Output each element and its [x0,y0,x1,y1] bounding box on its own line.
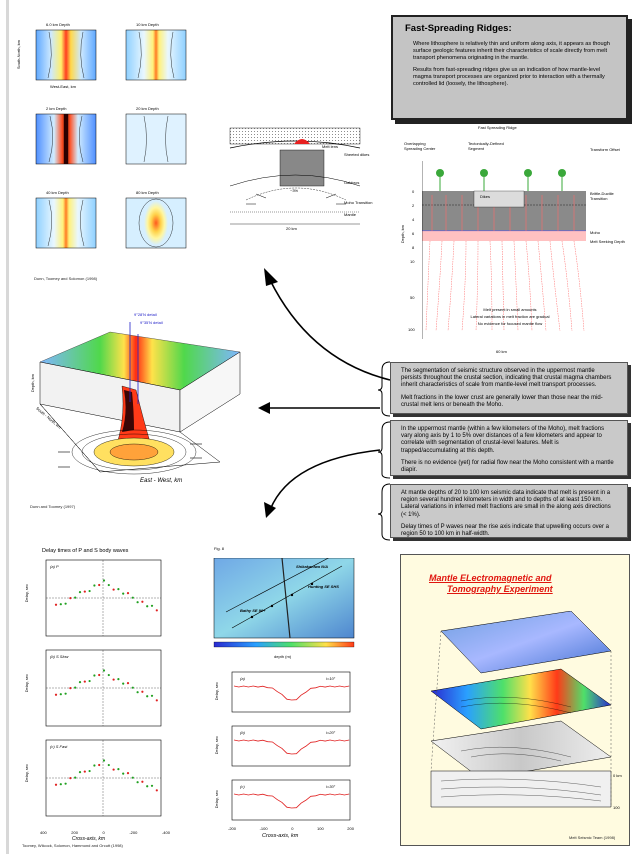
delay-point [146,605,148,607]
ridge-tick-4: 4 [412,217,415,222]
delay-point [122,683,124,685]
map-10km [126,30,186,80]
delay-point [113,678,115,680]
title-heading: Fast-Spreading Ridges: [405,23,512,34]
ridge-tick-0: 0 [412,189,415,194]
delay-point [98,584,100,586]
ridge-tick-6: 6 [412,231,415,236]
delay-point [103,759,105,761]
delay-point [113,588,115,590]
delay-svg [36,558,166,826]
cs-label-melt-lens: Melt lens [322,144,339,149]
map-label-6km: 6.0 km Depth [46,22,70,27]
residual-plots [212,668,357,848]
delay-point [65,693,67,695]
delay-xtick-3: 0 [102,830,105,835]
delay-point [137,601,139,603]
residual-xlabel: Cross-axis, km [262,833,299,839]
delay-point [132,777,134,779]
delay-point [122,593,124,595]
arrow-to-cross-section [270,280,390,380]
block-svg [30,312,245,512]
delay-point [89,590,91,592]
map-label-20km: 20 km Depth [136,106,159,111]
delay-point [55,604,57,606]
delay-xlabel: Cross-axis, km [72,836,106,842]
delay-xtick-4: -200 [129,830,138,835]
residual-ylabel-c: Delay, sec [214,790,219,809]
block-caption: Dunn and Toomey (1997) [30,504,76,509]
map-label-80km: 80 km Depth [136,190,159,195]
delay-point [79,681,81,683]
ridge-right2: Melt Seeking Depth [590,239,625,244]
delay-point [122,773,124,775]
residual-panel-b: (b) [240,730,245,735]
ridge-diagram [400,125,632,380]
delay-point [84,770,86,772]
map-label-2km: 2 km Depth [46,106,67,111]
delay-point [79,771,81,773]
delay-point [156,789,158,791]
melt-depth-0: 0 km [613,773,622,778]
textbox-uppermost-mantle [390,420,628,476]
delay-ylabel-a: Delay, sec [24,584,29,603]
melt-title-line-2: Tomography Experiment [447,584,553,594]
delay-point [89,680,91,682]
delay-caption: Toomey, Wilcock, Solomon, Hammond and Orcutt (1998) [22,843,123,848]
delay-point [108,674,110,676]
residual-svg [222,668,354,826]
cross-section-svg [226,124,394,234]
residual-xtick-4: 100 [317,826,324,831]
delay-point [103,669,105,671]
residual-xtick-2: -100 [259,826,268,831]
ridge-diapir-label: Dikes [480,194,491,199]
survey-label-3: Bathy SE 90+ [240,608,266,613]
map-80km-blob [144,201,168,245]
residual-ylabel-a: Delay, sec [214,682,219,701]
delay-point [74,597,76,599]
delay-point [69,597,71,599]
delay-point [60,783,62,785]
delay-xticks [40,830,170,835]
delay-point [156,699,158,701]
ridge-right1: Brittle-Ductile Transition [590,191,614,201]
melt-title [429,573,619,595]
ridge-note-1: Melt present in small amounts [483,307,537,312]
textbox-segmentation [390,362,628,414]
cs-label-dikes: Sheeted dikes [344,152,370,157]
ridge-note-2: Lateral variations in melt fraction are gradual [470,314,550,319]
block-label-2: 9°35'N detail [140,320,163,325]
survey-label-1: Shikakaniwa N/A [296,564,329,569]
ridge-col1: Overlapping Spreading Center [404,141,436,151]
delay-point [55,694,57,696]
delay-point [60,693,62,695]
delay-point [84,680,86,682]
delay-point [141,781,143,783]
survey-xlabel: depth (m) [274,654,292,659]
residual-note-a: i=10° [326,676,336,681]
block-x-axis: East - West, km [140,478,183,484]
residual-note-b: i=20° [326,730,336,735]
melt-caption: Melt Seismic Team (1998) [569,835,616,840]
delay-point [74,687,76,689]
delay-point [127,772,129,774]
delay-point [98,764,100,766]
residual-xtick-3: 0 [291,826,294,831]
delay-ylabel-b: Delay, sec [24,674,29,693]
cs-scale: 20 km [286,226,297,231]
ridge-ylabel: Depth, km [400,225,405,244]
ridge-tick-10: 10 [410,259,415,264]
map-x-axis-label: West-East, km [50,84,76,89]
delay-panel-b: (b) S Slow [50,654,69,659]
delay-point [108,584,110,586]
melt-experiment-panel [400,554,630,846]
cs-percent: ~3% [290,188,299,193]
textbox2-para2: There is no evidence (yet) for radial flow near the Moho consistent with a mantle diapir. [401,459,614,474]
residual-xtick-5: 200 [347,826,354,831]
delay-point [65,783,67,785]
delay-point [137,781,139,783]
delay-plots [22,548,172,848]
residual-note-c: i=30° [326,784,336,789]
left-margin-bar [6,0,9,854]
ridge-svg [422,161,586,339]
map-40km [36,198,96,248]
delay-point [84,590,86,592]
delay-ylabel-c: Delay, sec [24,764,29,783]
ridge-tick-8: 8 [412,245,415,250]
survey-svg [212,558,357,658]
survey-fig-label: Fig. 8 [214,546,225,551]
delay-point [132,597,134,599]
residual-xtick-1: -200 [228,826,237,831]
melt-svg [421,611,621,821]
textbox1-para2: Melt fractions in the lower crust are generally lower than those near the mid-crustal melt lens or beneath the Moho. [401,394,603,408]
cs-label-gabbros: Gabbros [344,180,360,185]
delay-panel-a: (a) P [50,564,59,569]
delay-point [93,764,95,766]
crust-cross-section [226,124,394,234]
block-label-1: 9°28'N detail [134,312,157,317]
textbox-brackets [378,360,392,542]
delay-point [79,591,81,593]
ridge-xscale: 60 km [496,349,507,354]
delay-point [117,678,119,680]
delay-point [98,674,100,676]
delay-point [117,768,119,770]
delay-point [151,605,153,607]
map-label-40km: 40 km Depth [46,190,69,195]
title-paragraph-1: Where lithosphere is relatively thin and uniform along axis, it appears as though surface geologic features inherit their characteristics of scale directly from melt transport phenomena originating in the mantle. [413,41,610,61]
delay-point [146,785,148,787]
cs-label-mantle: Mantle [344,212,357,217]
ridge-col3: Transform Offset [590,147,620,152]
ridge-col2: Tectonically-Defined Segment [468,141,504,151]
survey-label-2: Hunting SE SHS [308,584,339,589]
delay-point [156,609,158,611]
delay-point [108,764,110,766]
delay-point [93,674,95,676]
block-z-axis: Depth, km [30,374,35,393]
delay-point [69,687,71,689]
map-label-10km: 10 km Depth [136,22,159,27]
ridge-moho: Moho [590,230,601,235]
melt-title-line-1: Mantle ELectromagnetic and [429,573,552,583]
title-paragraph-2: Results from fast-spreading ridges give us an indication of how mantle-level magma transport processes are organized prior to interaction with a thermally controlled lid (loosely, the lithosphere). [413,67,605,87]
delay-point [113,768,115,770]
delay-point [74,777,76,779]
delay-point [146,695,148,697]
block-3d [30,312,245,512]
map-panels-svg [14,20,199,270]
delay-point [127,682,129,684]
map-y-axis-label: South-North, km [16,40,21,70]
map-caption: Dunn, Toomey and Solomon (1998) [34,276,98,281]
residual-panel-a: (a) [240,676,245,681]
delay-point [141,691,143,693]
delay-point [103,579,105,581]
delay-point [117,588,119,590]
map-6km [36,30,96,80]
delay-point [141,601,143,603]
melt-depth-100: 100 [613,805,620,810]
residual-panel-c: (c) [240,784,245,789]
textbox1-para1: The segmentation of seismic structure observed in the uppermost mantle persists throughout the crustal section, indicating that crustal magma chambers inherit characteristics of scale from mantle-level melt transport processes. [401,368,612,389]
delay-xtick-1: 400 [40,830,47,835]
delay-point [60,603,62,605]
textbox-mantle-depths [390,484,628,538]
delay-point [151,695,153,697]
cs-label-moho-transition: Moho Transition [344,200,373,205]
residual-xticks [228,826,354,831]
ridge-title: Fast Spreading Ridge [478,125,517,130]
survey-map [212,536,357,664]
delay-point [93,584,95,586]
delay-point [151,785,153,787]
delay-point [127,592,129,594]
delay-panel-c: (c) S Fast [50,744,68,749]
delay-point [137,691,139,693]
delay-point [55,784,57,786]
ridge-tick-50: 50 [410,295,415,300]
residual-ylabel-b: Delay, sec [214,736,219,755]
textbox3-para1: At mantle depths of 20 to 100 km seismic data indicate that melt is present in a region several hundred kilometers in width and to depths of at least 150 km. Lateral variations in inferred melt fractions are small in the along axis directions (< 1%). [401,490,611,518]
arrow-to-survey [270,450,380,510]
map-panel-grid [14,20,199,281]
delay-title: Delay times of P and S body waves [42,548,129,554]
ridge-note-3: No evidence for focused mantle flow [477,321,543,326]
delay-point [132,687,134,689]
ridge-tick-2: 2 [412,203,415,208]
block-y-axis: South - North, km [35,405,63,430]
textbox2-para1: In the uppermost mantle (within a few kilometers of the Moho), melt fractions vary along axis by 1 to 5% over distances of a few kilometers and appear to correlate with segmentation of crustal-level features. Melt is trapped/accumulating at this depth. [401,426,605,454]
delay-xtick-5: -400 [161,830,170,835]
delay-point [69,777,71,779]
delay-point [89,770,91,772]
delay-xtick-2: 200 [71,830,78,835]
textbox3-para2: Delay times of P waves near the rise axis indicate that upwelling occurs over a region 50 to 100 km in half-width. [401,523,609,538]
fast-spreading-title-box [391,15,628,120]
delay-point [65,603,67,605]
ridge-tick-100: 100 [408,327,415,332]
map-20km [126,114,186,164]
